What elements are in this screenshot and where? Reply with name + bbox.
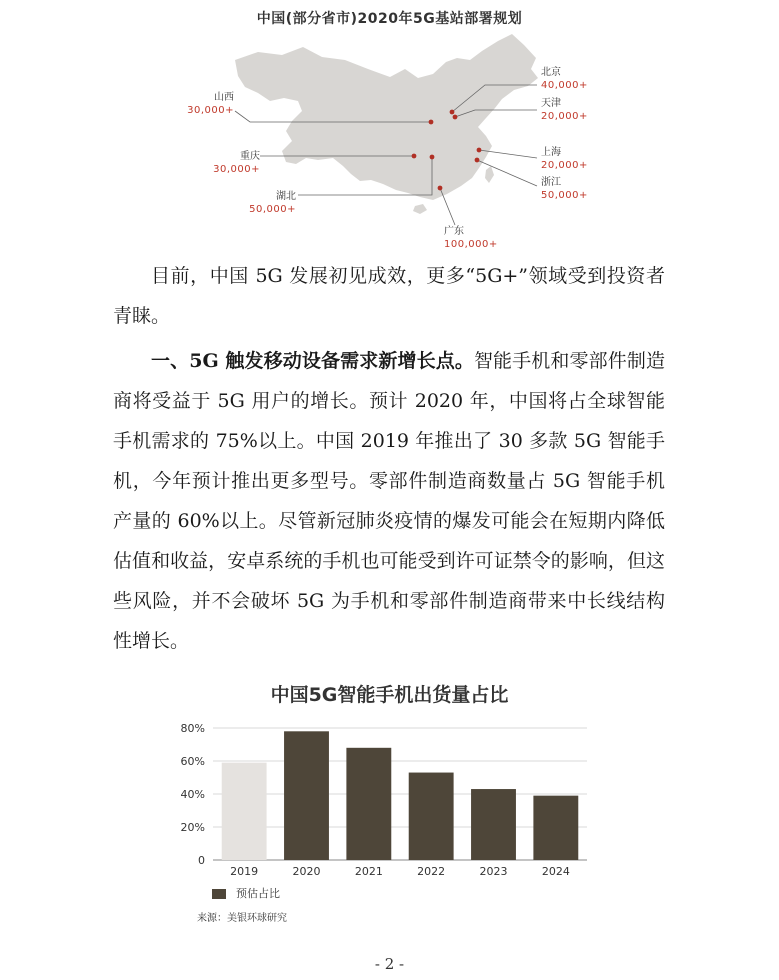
intro-paragraph: 目前，中国 5G 发展初见成效，更多“5G+”领域受到投资者青睐。 — [113, 265, 665, 327]
section-heading: 一、5G 触发移动设备需求新增长点。 — [151, 350, 474, 372]
bar-2021 — [346, 748, 391, 860]
city-name: 重庆 — [240, 151, 260, 162]
city-name: 北京 — [541, 67, 561, 78]
x-tick-label: 2023 — [479, 865, 508, 878]
bar-2024 — [533, 796, 578, 860]
city-name: 广东 — [444, 226, 464, 237]
city-name: 天津 — [541, 98, 561, 109]
city-value: 40,000+ — [541, 80, 588, 91]
map-title: 中国(部分省市)2020年5G基站部署规划 — [256, 11, 523, 27]
section-body: 智能手机和零部件制造商将受益于 5G 用户的增长。预计 2020 年，中国将占全球智能手机需求的 75%以上。中国 2019 年推出了 30 多款 5G 智能手机，今年预计推出更多型号。零部件制造商数量占 5G 智能手机产量的 60%以上。尽管新冠肺炎疫情的爆发可能会在短期内降低估值和收益，安卓系统的手机也可能受到许可证禁令的影响，但这些风险，并不会破坏 5G 为手机和零部件制造商带来中长线结构性增长。 — [113, 350, 665, 652]
city-value: 30,000+ — [213, 164, 260, 175]
x-tick-label: 2024 — [541, 865, 570, 878]
x-tick-label: 2022 — [417, 865, 446, 878]
bar-2019 — [222, 763, 267, 860]
chart-title: 中国5G智能手机出货量占比 — [270, 684, 509, 706]
bar-2022 — [409, 773, 454, 860]
city-value: 30,000+ — [187, 105, 234, 116]
y-tick-label: 80% — [180, 722, 205, 735]
y-tick-label: 40% — [180, 788, 205, 801]
source-note: 来源：美银环球研究 — [197, 913, 287, 924]
y-tick-label: 0 — [198, 854, 205, 867]
city-name: 上海 — [541, 147, 561, 158]
x-tick-label: 2020 — [292, 865, 321, 878]
city-name: 山西 — [214, 92, 234, 103]
city-value: 50,000+ — [249, 204, 296, 215]
y-tick-label: 60% — [180, 755, 205, 768]
bar-2023 — [471, 789, 516, 860]
y-tick-label: 20% — [180, 821, 205, 834]
x-tick-label: 2021 — [354, 865, 383, 878]
city-value: 50,000+ — [541, 190, 588, 201]
page-number: - 2 - — [374, 955, 405, 973]
bar-2020 — [284, 731, 329, 860]
city-value: 20,000+ — [541, 111, 588, 122]
x-tick-label: 2019 — [230, 865, 259, 878]
chart-legend — [212, 885, 280, 901]
city-name: 浙江 — [541, 177, 561, 188]
city-value: 20,000+ — [541, 160, 588, 171]
city-value: 100,000+ — [444, 239, 498, 250]
city-name: 湖北 — [276, 191, 296, 202]
legend-label: 预估占比 — [236, 887, 280, 900]
legend-swatch — [212, 889, 226, 899]
